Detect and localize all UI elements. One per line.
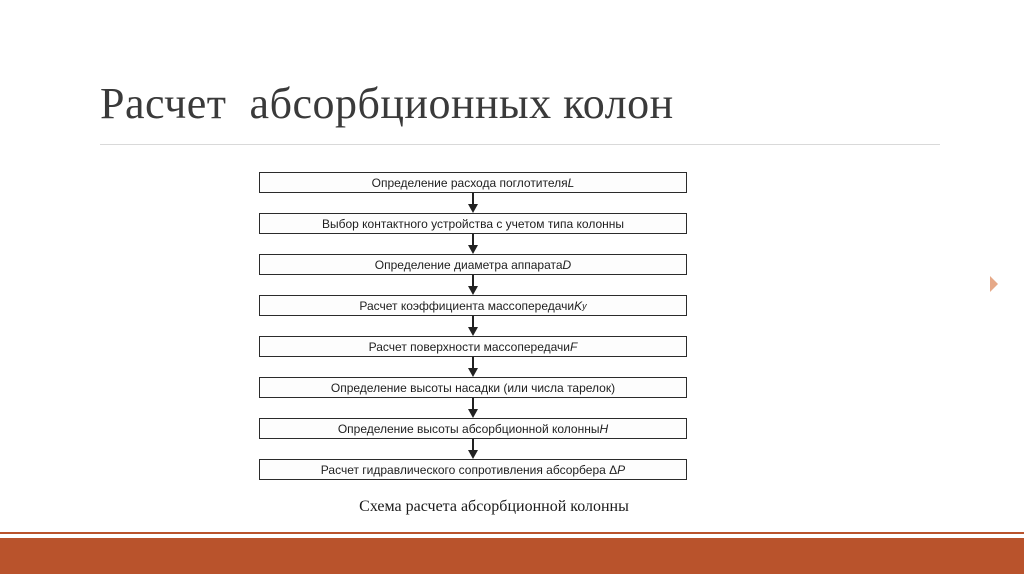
flow-arrow: [259, 193, 687, 213]
flow-step-8: [259, 459, 687, 480]
flow-step-6: [259, 377, 687, 398]
flow-step-3: [259, 254, 687, 275]
arrow-down-icon: [468, 327, 478, 336]
flow-step-subscript: y: [582, 300, 587, 311]
flow-step-text: Определение диаметра аппарата: [374, 257, 563, 272]
arrow-down-icon: [468, 368, 478, 377]
flow-step-text: Расчет коэффициента массопередачи: [359, 298, 575, 313]
arrow-down-icon: [468, 409, 478, 418]
arrow-down-icon: [468, 450, 478, 459]
flow-step-1: [259, 172, 687, 193]
flow-step-text: Расчет гидравлического сопротивления абсорбера Δ: [320, 462, 618, 477]
flow-arrow: [259, 398, 687, 418]
slide-marker-icon: [990, 276, 998, 292]
diagram-caption: [0, 498, 1024, 516]
slide-title: Расчет абсорбционных колон: [100, 79, 674, 128]
flow-arrow: [259, 316, 687, 336]
flowchart: [259, 172, 687, 480]
caption-text: Схема расчета абсорбционной колонны: [359, 498, 629, 515]
flow-step-symbol: F: [569, 339, 578, 354]
flow-step-symbol: D: [562, 257, 572, 272]
flow-step-symbol: K: [574, 298, 583, 313]
arrow-down-icon: [468, 245, 478, 254]
flow-step-2: [259, 213, 687, 234]
flow-step-5: [259, 336, 687, 357]
flow-step-7: [259, 418, 687, 439]
flow-step-text: Определение высоты абсорбционной колонны: [337, 421, 600, 436]
flow-arrow: [259, 275, 687, 295]
flow-step-text: Выбор контактного устройства с учетом типа колонны: [321, 216, 625, 231]
flow-step-symbol: P: [617, 462, 626, 477]
arrow-down-icon: [468, 204, 478, 213]
footer-bar: [0, 538, 1024, 574]
flow-arrow: [259, 439, 687, 459]
title-divider: [100, 144, 940, 145]
flow-step-text: Расчет поверхности массопередачи: [368, 339, 570, 354]
flow-step-text: Определение высоты насадки (или числа тарелок): [330, 380, 616, 395]
arrow-down-icon: [468, 286, 478, 295]
flow-step-symbol: H: [599, 421, 609, 436]
flow-step-4: [259, 295, 687, 316]
flow-arrow: [259, 357, 687, 377]
flow-step-text: Определение расхода поглотителя: [371, 175, 568, 190]
flow-arrow: [259, 234, 687, 254]
footer-line: [0, 532, 1024, 534]
flow-step-symbol: L: [567, 175, 575, 190]
